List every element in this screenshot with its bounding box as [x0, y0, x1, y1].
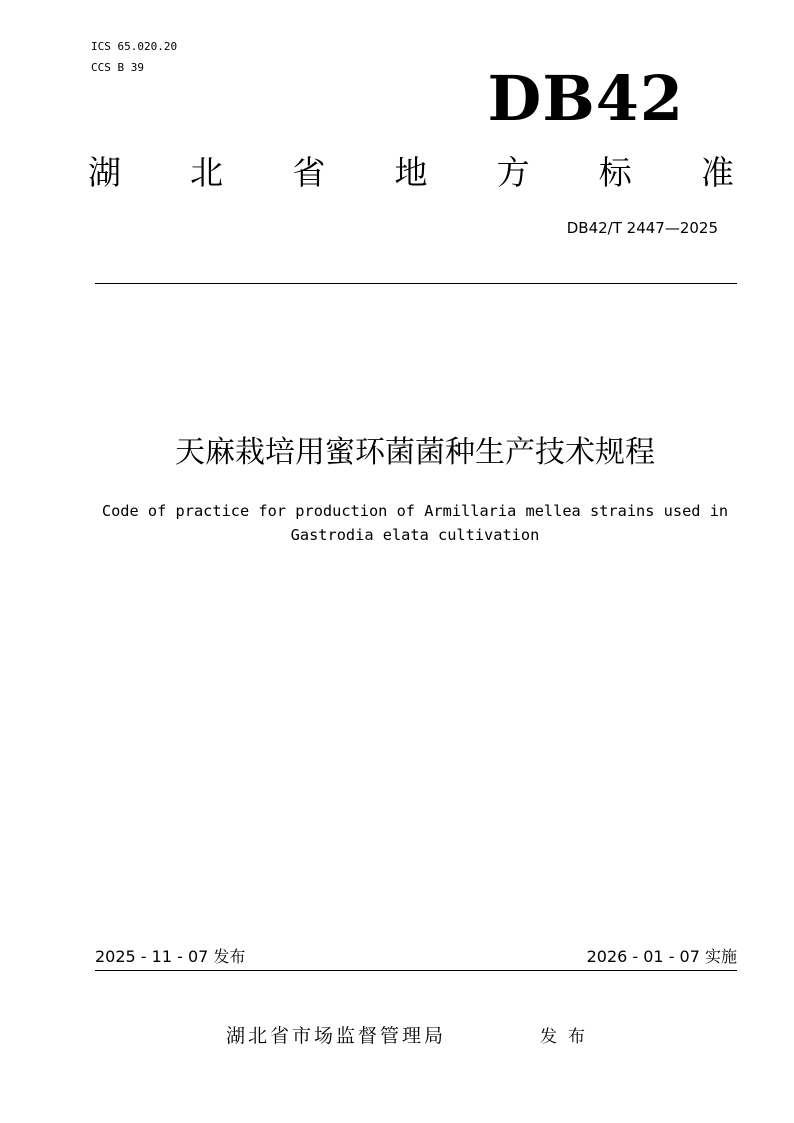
standard-type-char: 北 — [190, 153, 224, 192]
document-title-zh: 天麻栽培用蜜环菌菌种生产技术规程 — [175, 435, 655, 470]
standard-type-char: 地 — [394, 153, 428, 192]
top-divider — [95, 283, 737, 284]
document-title-en — [80, 499, 750, 547]
standard-type-title — [88, 150, 734, 196]
ics-code: ICS 65.020.20 — [91, 40, 178, 53]
standard-type-char: 湖 — [88, 153, 121, 192]
standard-type-char: 标 — [598, 153, 632, 192]
standard-number: DB42/T 2447—2025 — [566, 219, 718, 237]
issuing-authority: 湖北省市场监督管理局 — [226, 1025, 447, 1047]
ccs-code: CCS B 39 — [91, 61, 144, 74]
issue-date: 2025 - 11 - 07 发布 — [95, 947, 246, 966]
bottom-divider — [95, 970, 737, 971]
implementation-date: 2026 - 01 - 07 实施 — [586, 947, 737, 966]
document-title-en-line: Code of practice for production of Armillaria mellea strains used in — [101, 502, 729, 520]
standard-type-char: 准 — [700, 153, 734, 192]
document-title-en-line: Gastrodia elata cultivation — [290, 526, 540, 544]
standard-logo: DB42 — [487, 62, 684, 135]
issue-label: 发布 — [540, 1027, 596, 1047]
standard-type-char: 方 — [496, 153, 530, 192]
standard-type-char: 省 — [292, 153, 326, 192]
